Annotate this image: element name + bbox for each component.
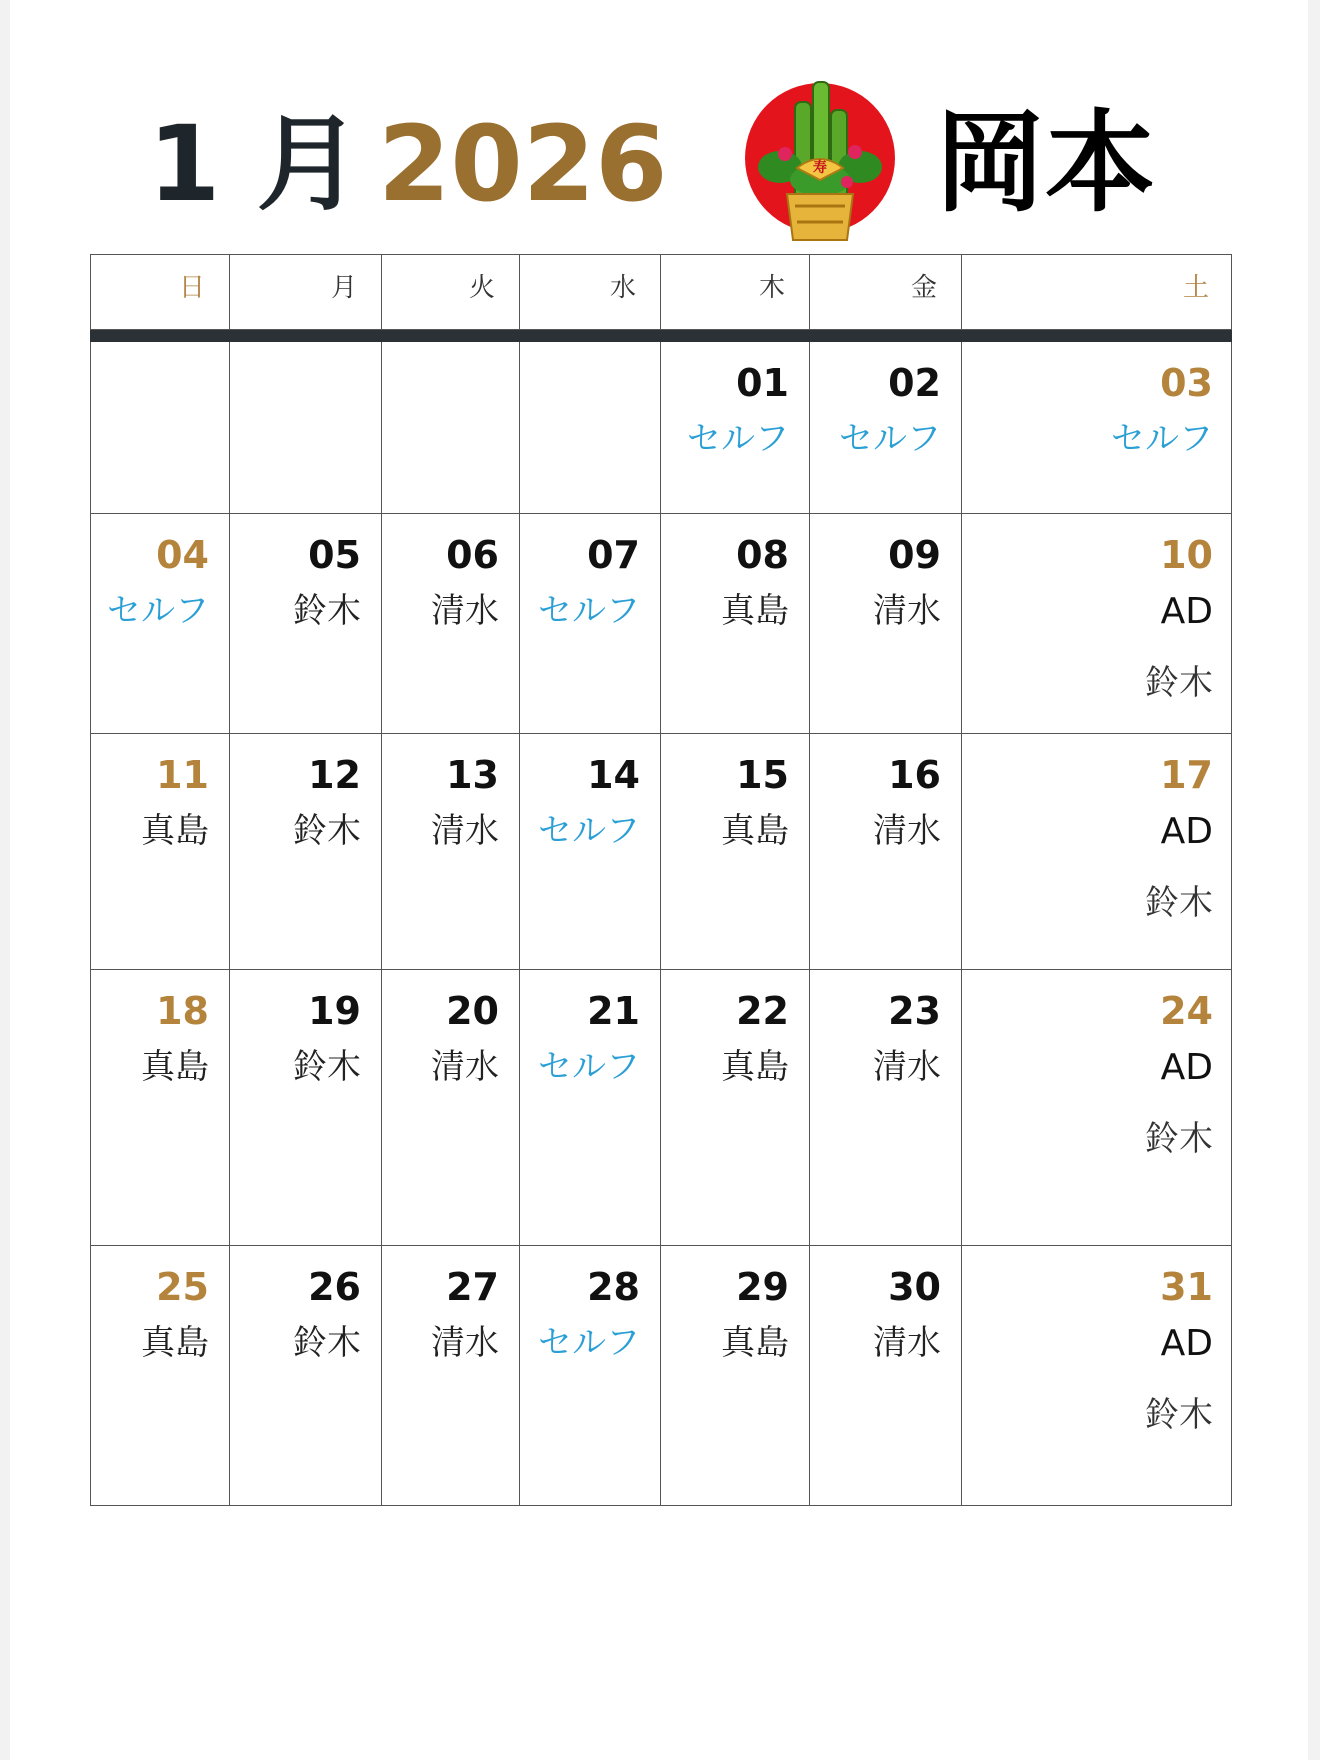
schedule-entry: 清水 bbox=[431, 811, 499, 851]
day-number: 30 bbox=[888, 1265, 941, 1309]
calendar-page bbox=[10, 0, 1308, 1760]
schedule-entry: 清水 bbox=[873, 1047, 941, 1087]
schedule-entry: セルフ bbox=[107, 591, 209, 631]
day-number: 08 bbox=[736, 533, 789, 577]
schedule-entry: セルフ bbox=[538, 811, 640, 851]
schedule-entry: AD bbox=[1160, 811, 1213, 852]
day-cell[interactable] bbox=[810, 1246, 962, 1505]
day-number: 12 bbox=[308, 753, 361, 797]
day-cell[interactable] bbox=[962, 734, 1233, 969]
schedule-entry: 真島 bbox=[141, 1047, 209, 1087]
day-cell[interactable] bbox=[661, 514, 810, 733]
day-cell[interactable] bbox=[810, 342, 962, 513]
schedule-entry: 清水 bbox=[873, 591, 941, 631]
day-cell[interactable] bbox=[962, 1246, 1233, 1505]
day-number: 27 bbox=[446, 1265, 499, 1309]
day-number: 16 bbox=[888, 753, 941, 797]
day-number: 09 bbox=[888, 533, 941, 577]
weekday-label: 日 bbox=[91, 255, 230, 331]
schedule-entry: 真島 bbox=[141, 1323, 209, 1363]
schedule-entry: 真島 bbox=[721, 591, 789, 631]
day-cell[interactable] bbox=[962, 970, 1233, 1245]
day-number: 31 bbox=[1160, 1265, 1213, 1309]
day-cell[interactable] bbox=[91, 734, 230, 969]
day-number: 01 bbox=[736, 361, 789, 405]
title-year: 2026 bbox=[378, 103, 668, 225]
day-cell[interactable] bbox=[382, 1246, 520, 1505]
schedule-entry: 鈴木 bbox=[1145, 1119, 1213, 1159]
schedule-entry: 鈴木 bbox=[1145, 883, 1213, 923]
week-row bbox=[90, 970, 1232, 1246]
week-row bbox=[90, 342, 1232, 514]
day-cell[interactable] bbox=[520, 514, 661, 733]
weekday-label: 水 bbox=[520, 255, 661, 331]
weekday-label: 木 bbox=[661, 255, 810, 331]
schedule-entry: 鈴木 bbox=[293, 591, 361, 631]
schedule-entry: 清水 bbox=[431, 1323, 499, 1363]
day-cell[interactable] bbox=[230, 514, 382, 733]
day-cell[interactable] bbox=[230, 970, 382, 1245]
schedule-entry: AD bbox=[1160, 1323, 1213, 1364]
day-cell[interactable] bbox=[230, 342, 382, 513]
day-cell[interactable] bbox=[91, 970, 230, 1245]
week-row bbox=[90, 514, 1232, 734]
day-number: 05 bbox=[308, 533, 361, 577]
schedule-entry: AD bbox=[1160, 1047, 1213, 1088]
schedule-entry: 清水 bbox=[431, 1047, 499, 1087]
schedule-entry: 鈴木 bbox=[293, 811, 361, 851]
day-number: 13 bbox=[446, 753, 499, 797]
day-number: 17 bbox=[1160, 753, 1213, 797]
day-number: 22 bbox=[736, 989, 789, 1033]
day-number: 06 bbox=[446, 533, 499, 577]
day-cell[interactable] bbox=[661, 1246, 810, 1505]
day-cell[interactable] bbox=[91, 342, 230, 513]
week-row bbox=[90, 734, 1232, 970]
day-cell[interactable] bbox=[520, 970, 661, 1245]
schedule-entry: 真島 bbox=[141, 811, 209, 851]
day-number: 14 bbox=[587, 753, 640, 797]
title-month: 1 月 bbox=[148, 103, 361, 225]
schedule-entry: セルフ bbox=[538, 591, 640, 631]
day-number: 15 bbox=[736, 753, 789, 797]
schedule-entry: セルフ bbox=[687, 419, 789, 459]
day-cell[interactable] bbox=[810, 514, 962, 733]
schedule-entry: 真島 bbox=[721, 811, 789, 851]
day-cell[interactable] bbox=[661, 970, 810, 1245]
schedule-entry: セルフ bbox=[538, 1323, 640, 1363]
kadomatsu-icon bbox=[735, 72, 905, 252]
day-number: 11 bbox=[156, 753, 209, 797]
weekday-label: 金 bbox=[810, 255, 962, 331]
day-number: 18 bbox=[156, 989, 209, 1033]
day-cell[interactable] bbox=[661, 734, 810, 969]
day-cell[interactable] bbox=[91, 514, 230, 733]
weekday-label: 月 bbox=[230, 255, 382, 331]
day-number: 03 bbox=[1160, 361, 1213, 405]
schedule-entry: セルフ bbox=[538, 1047, 640, 1087]
day-number: 25 bbox=[156, 1265, 209, 1309]
schedule-entry: AD bbox=[1160, 591, 1213, 632]
schedule-entry: 清水 bbox=[431, 591, 499, 631]
day-number: 20 bbox=[446, 989, 499, 1033]
day-cell[interactable] bbox=[382, 970, 520, 1245]
day-number: 28 bbox=[587, 1265, 640, 1309]
schedule-entry: 真島 bbox=[721, 1323, 789, 1363]
day-number: 26 bbox=[308, 1265, 361, 1309]
kadomatsu-label: 寿 bbox=[813, 160, 827, 176]
day-number: 10 bbox=[1160, 533, 1213, 577]
schedule-entry: 鈴木 bbox=[1145, 663, 1213, 703]
day-cell[interactable] bbox=[230, 1246, 382, 1505]
day-number: 04 bbox=[156, 533, 209, 577]
day-cell[interactable] bbox=[520, 342, 661, 513]
day-number: 07 bbox=[587, 533, 640, 577]
schedule-entry: 鈴木 bbox=[1145, 1395, 1213, 1435]
day-number: 23 bbox=[888, 989, 941, 1033]
day-cell[interactable] bbox=[520, 734, 661, 969]
weekday-label: 土 bbox=[1182, 273, 1209, 303]
day-cell[interactable] bbox=[520, 1246, 661, 1505]
day-cell[interactable] bbox=[91, 1246, 230, 1505]
calendar-grid bbox=[90, 254, 1232, 1690]
day-cell[interactable] bbox=[810, 734, 962, 969]
day-cell[interactable] bbox=[962, 514, 1233, 733]
day-number: 24 bbox=[1160, 989, 1213, 1033]
day-cell[interactable] bbox=[382, 734, 520, 969]
schedule-entry: 鈴木 bbox=[293, 1047, 361, 1087]
schedule-entry: 清水 bbox=[873, 811, 941, 851]
day-cell[interactable] bbox=[661, 342, 810, 513]
day-number: 29 bbox=[736, 1265, 789, 1309]
weekday-header-row bbox=[90, 254, 1232, 330]
week-row bbox=[90, 1246, 1232, 1506]
day-cell[interactable] bbox=[382, 514, 520, 733]
day-cell[interactable] bbox=[230, 734, 382, 969]
owner-name: 岡本 bbox=[935, 99, 1155, 227]
schedule-entry: 鈴木 bbox=[293, 1323, 361, 1363]
day-cell[interactable] bbox=[810, 970, 962, 1245]
schedule-entry: 清水 bbox=[873, 1323, 941, 1363]
day-number: 02 bbox=[888, 361, 941, 405]
day-cell[interactable] bbox=[962, 342, 1233, 513]
weekday-label: 火 bbox=[382, 255, 520, 331]
schedule-entry: 真島 bbox=[721, 1047, 789, 1087]
schedule-entry: セルフ bbox=[839, 419, 941, 459]
day-number: 19 bbox=[308, 989, 361, 1033]
header-divider bbox=[90, 330, 1232, 342]
calendar-header bbox=[10, 0, 1308, 255]
day-cell[interactable] bbox=[382, 342, 520, 513]
day-number: 21 bbox=[587, 989, 640, 1033]
schedule-entry: セルフ bbox=[1111, 419, 1213, 459]
